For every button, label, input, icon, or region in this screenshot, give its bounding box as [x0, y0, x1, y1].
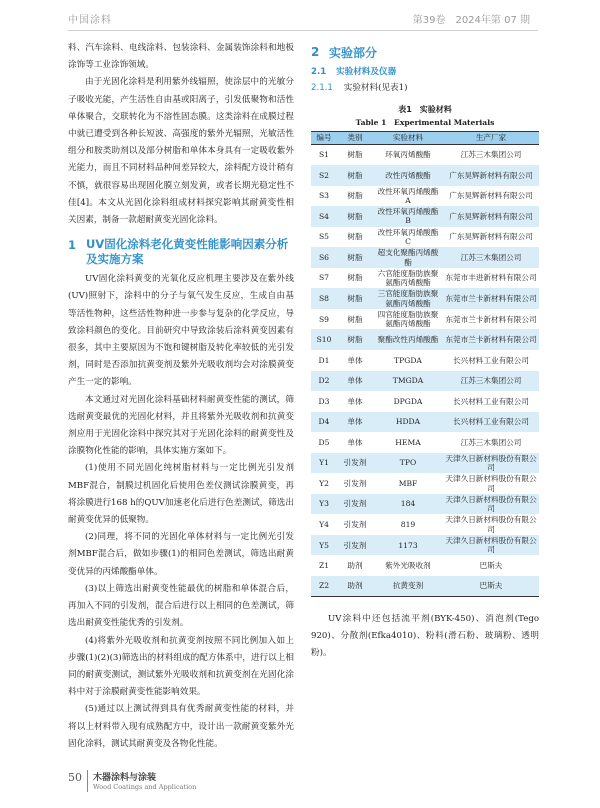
cell-manufacturer: 东莞市兰卡新材料有限公司 [443, 329, 539, 350]
table-title-cn: 表1 实验材料 [398, 105, 452, 114]
cell-material: 六官能度脂肪族聚氨酯丙烯酸酯 [377, 268, 439, 288]
right-column [311, 40, 539, 663]
cell-manufacturer: 天津久日新材料股份有限公司 [445, 515, 537, 534]
cell-category: 树脂 [347, 232, 363, 242]
paragraph: (5)通过以上测试得到具有优秀耐黄变性能的材料，并将以上材料带入现有成熟配方中，设计出一款耐黄变紫外光固化涂料，测试其耐黄变及各物化性能。 [68, 704, 294, 749]
table-row [311, 145, 539, 166]
section-number: 1 [68, 238, 77, 253]
cell-category: 单体 [337, 371, 373, 392]
table-title-en: Table 1 Experimental Materials [355, 118, 495, 127]
table-row [311, 555, 539, 576]
table-row [311, 576, 539, 597]
cell-category: 树脂 [347, 191, 363, 201]
table-row [311, 432, 539, 453]
cell-manufacturer: 广东昊辉新材料有限公司 [449, 232, 533, 242]
subsubsection-heading [311, 80, 539, 96]
cell-manufacturer: 天津久日新材料股份有限公司 [443, 494, 539, 515]
cell-number: D2 [311, 371, 337, 392]
paragraph: 料、汽车涂料、电线涂料、包装涂料、金属装饰涂料和地板涂饰等工业涂饰领域。 [68, 43, 294, 71]
cell-material: DPGDA [393, 396, 423, 406]
section-1-heading [68, 237, 294, 267]
cell-material: 184 [373, 494, 443, 515]
table-row [311, 514, 539, 535]
cell-category: 引发剂 [343, 520, 367, 530]
subsubsection-number: 2.1.1 [311, 83, 333, 93]
footer-journal-en: Wood Coatings and Application [93, 783, 197, 791]
column-header-material: 实验材料 [373, 132, 443, 145]
cell-category: 树脂 [337, 165, 373, 186]
issue-info: 第39卷 2024年第 07 期 [412, 15, 530, 26]
cell-material: 1173 [373, 535, 443, 556]
table-header-row [311, 132, 539, 145]
paragraph: UV涂料中还包括流平剂(BYK-450)、消泡剂(Tego 920)、分散剂(Efka4010)、粉料(滑石粉、玻璃粉、透明粉)。 [311, 614, 539, 659]
table-row [311, 165, 539, 186]
page-header [0, 0, 600, 34]
left-column [68, 40, 294, 753]
paragraph: UV固化涂料黄变的光氧化反应机理主要涉及在紫外线(UV)照射下，涂料中的分子与氧气发生反应，生成自由基等活性物种，这些活性物种进一步参与复杂的化学反应，导致涂料颜色的变化。目前研究中导致涂装后涂料黄变因素有很多，其中主要原因为不饱和键树脂及转化率较低的光引发剂，同时是否添加抗黄变剂及紫外光吸收剂均会对涂膜黄变产生一定的影响。 [68, 274, 294, 388]
cell-category: 助剂 [347, 561, 363, 571]
cell-category: 单体 [347, 396, 363, 406]
column-header-number: 编号 [311, 132, 337, 145]
table-row [311, 288, 539, 309]
paragraph: (1)使用不同光固化纯树脂材料与一定比例光引发剂MBF混合，制膜过机固化后使用色差仪测试涂膜黄变，再将涂膜进行168 h的QUV加速老化后进行色差测试，筛选出耐黄变优异的低聚物。 [68, 463, 294, 526]
cell-manufacturer: 巴斯夫 [443, 576, 539, 597]
section-title: 实验部分 [329, 45, 378, 60]
paragraph: (3)以上筛选出耐黄变性能最优的树脂和单体混合后，再加入不同的引发剂，混合后进行以上相同的色差测试，筛选出耐黄变性能优秀的引发剂。 [68, 583, 294, 629]
paragraph: (4)将紫外光吸收剂和抗黄变剂按照不同比例加入如上步骤(1)(2)(3)筛选出的材料组成的配方体系中，进行以上相同的耐黄变测试，测试紫外光吸收剂和抗黄变剂在光固化涂料中对于涂膜耐黄变性能影响效果。 [68, 635, 294, 698]
cell-number: Y4 [319, 520, 329, 530]
cell-manufacturer: 江苏三木集团公司 [460, 150, 522, 160]
table-row [311, 473, 539, 494]
cell-category: 引发剂 [337, 453, 373, 474]
cell-material: TPO [373, 453, 443, 474]
cell-manufacturer: 江苏三木集团公司 [443, 371, 539, 392]
table-row [311, 412, 539, 433]
cell-material: 超支化聚酯丙烯酸酯 [373, 247, 443, 268]
cell-manufacturer: 东莞市丰进新材料有限公司 [445, 273, 537, 283]
table-row [311, 535, 539, 556]
table-row [311, 186, 539, 207]
cell-category: 树脂 [337, 247, 373, 268]
table-row [311, 206, 539, 227]
cell-number: S5 [318, 232, 330, 242]
column-header-manufacturer: 生产厂家 [443, 132, 539, 145]
table-row [311, 453, 539, 474]
cell-number: S6 [311, 247, 337, 268]
cell-material: 抗黄变剂 [373, 576, 443, 597]
paragraph: (2)同理，将不同的光固化单体材料与一定比例光引发剂MBF混合后，做如步骤(1)的相同色差测试，筛选出耐黄变优异的丙烯酸酯单体。 [68, 532, 294, 577]
cell-number: D3 [318, 396, 330, 406]
cell-manufacturer: 天津久日新材料股份有限公司 [443, 535, 539, 556]
cell-material: 改性环氧丙烯酸酯 C [377, 227, 439, 246]
cell-category: 单体 [337, 412, 373, 433]
table-row [311, 371, 539, 392]
cell-material: 改性环氧丙烯酸酯 B [373, 206, 443, 227]
footer-journal-cn: 木器涂料与涂装 [93, 773, 157, 783]
cell-number: Z2 [311, 576, 337, 597]
cell-category: 树脂 [347, 150, 363, 160]
cell-manufacturer: 广东昊辉新材料有限公司 [449, 191, 533, 201]
cell-material: HEMA [395, 437, 421, 447]
table-row [311, 494, 539, 515]
section-2-heading [311, 40, 539, 64]
cell-material: 紫外光吸收剂 [385, 561, 431, 571]
cell-number: S8 [311, 288, 337, 309]
cell-category: 树脂 [337, 206, 373, 227]
cell-number: S3 [318, 191, 330, 201]
cell-material: MBF [398, 478, 418, 488]
cell-material: HDDA [373, 412, 443, 433]
table-row [311, 268, 539, 289]
materials-table [311, 131, 539, 597]
paragraph: 本文通过对光固化涂料基础材料耐黄变性能的测试，筛选耐黄变最优的光固化材料，并且将紫外光吸收剂和抗黄变剂应用于光固化涂料中探究其对于光固化涂料的耐黄变性及涂膜物化性能的影响，具体实施方案如下。 [68, 394, 294, 457]
table-row [311, 227, 539, 248]
subsection-title: 实验材料及仪器 [336, 67, 397, 77]
table-row [311, 350, 539, 371]
cell-category: 树脂 [337, 329, 373, 350]
column-header-category: 类别 [337, 132, 373, 145]
footer-divider [87, 770, 88, 792]
subsection-number: 2.1 [311, 67, 327, 77]
page-footer [68, 770, 196, 792]
cell-manufacturer: 江苏三木集团公司 [443, 247, 539, 268]
cell-manufacturer: 东莞市兰卡新材料有限公司 [443, 288, 539, 309]
cell-material: TPGDA [394, 355, 422, 365]
cell-manufacturer: 广东昊辉新材料有限公司 [443, 206, 539, 227]
cell-number: S10 [311, 329, 337, 350]
cell-manufacturer: 天津久日新材料股份有限公司 [445, 474, 537, 493]
subsubsection-title: 实验材料(见表1) [343, 83, 408, 93]
cell-number: S7 [318, 273, 330, 283]
table-row [311, 309, 539, 330]
cell-manufacturer: 巴斯夫 [479, 561, 503, 571]
subsection-heading [311, 64, 539, 80]
cell-number: Y5 [311, 535, 337, 556]
table-row [311, 391, 539, 412]
cell-category: 树脂 [347, 273, 363, 283]
cell-number: S9 [318, 314, 330, 324]
table-row [311, 247, 539, 268]
cell-category: 引发剂 [343, 478, 367, 488]
page-number: 50 [68, 771, 82, 784]
section-title: UV固化涂料老化黄变性能影响因素分析及实施方案 [86, 237, 289, 267]
cell-category: 树脂 [347, 314, 363, 324]
cell-number: D4 [311, 412, 337, 433]
cell-category: 引发剂 [337, 494, 373, 515]
cell-material: 改性丙烯酸酯 [373, 165, 443, 186]
cell-manufacturer: 长兴材料工业有限公司 [443, 412, 539, 433]
cell-manufacturer: 长兴材料工业有限公司 [453, 355, 529, 365]
cell-number: S1 [318, 150, 330, 160]
cell-material: 改性环氧丙烯酸酯 A [377, 186, 439, 205]
cell-manufacturer: 长兴材料工业有限公司 [453, 396, 529, 406]
cell-material: TMGDA [373, 371, 443, 392]
cell-number: S4 [311, 206, 337, 227]
cell-manufacturer: 江苏三木集团公司 [460, 437, 522, 447]
cell-number: Y3 [311, 494, 337, 515]
cell-material: 环氧丙烯酸酯 [385, 150, 431, 160]
cell-manufacturer: 天津久日新材料股份有限公司 [443, 453, 539, 474]
paragraph: 由于光固化涂料是利用紫外线辐照，使涂层中的光敏分子吸收光能，产生活性自由基或阳离子，引发低聚物和活性单体聚合，交联转化为不溶性固态膜。这类涂料在成膜过程中就已遭受到各种长短波、高强度的紫外光辐照，光敏活性组分和胺类助剂以及部分树脂和单体本身具有一定吸收紫外光能力，而且不同材料品种间差异较大，涂料配方设计稍有不慎，就很容易出现固化膜立刻发黄，或者长期光稳定性不佳[4]。本文从光固化涂料组成材料探究影响其耐黄变性相关因素，制备一款超耐黄变光固化涂料。 [68, 77, 294, 226]
table-row [311, 329, 539, 350]
cell-number: Z1 [318, 561, 330, 571]
cell-manufacturer: 东莞市兰卡新材料有限公司 [445, 314, 537, 324]
header-divider [68, 30, 538, 31]
cell-category: 单体 [347, 437, 363, 447]
cell-category: 单体 [347, 355, 363, 365]
cell-category: 树脂 [337, 288, 373, 309]
cell-number: Y1 [311, 453, 337, 474]
cell-material: 四官能度脂肪族聚氨酯丙烯酸酯 [377, 309, 439, 329]
cell-number: D1 [318, 355, 330, 365]
cell-material: 聚酯改性丙烯酸酯 [373, 329, 443, 350]
cell-category: 助剂 [337, 576, 373, 597]
table-caption [311, 104, 539, 128]
journal-name: 中国涂料 [68, 15, 112, 26]
footer-journal [93, 770, 196, 791]
cell-category: 引发剂 [337, 535, 373, 556]
cell-number: Y2 [319, 478, 329, 488]
cell-number: S2 [311, 165, 337, 186]
cell-material: 819 [400, 520, 416, 530]
cell-material: 三官能度脂肪族聚氨酯丙烯酸酯 [373, 288, 443, 309]
cell-manufacturer: 广东昊辉新材料有限公司 [443, 165, 539, 186]
cell-number: D5 [318, 437, 330, 447]
section-number: 2 [311, 45, 320, 59]
